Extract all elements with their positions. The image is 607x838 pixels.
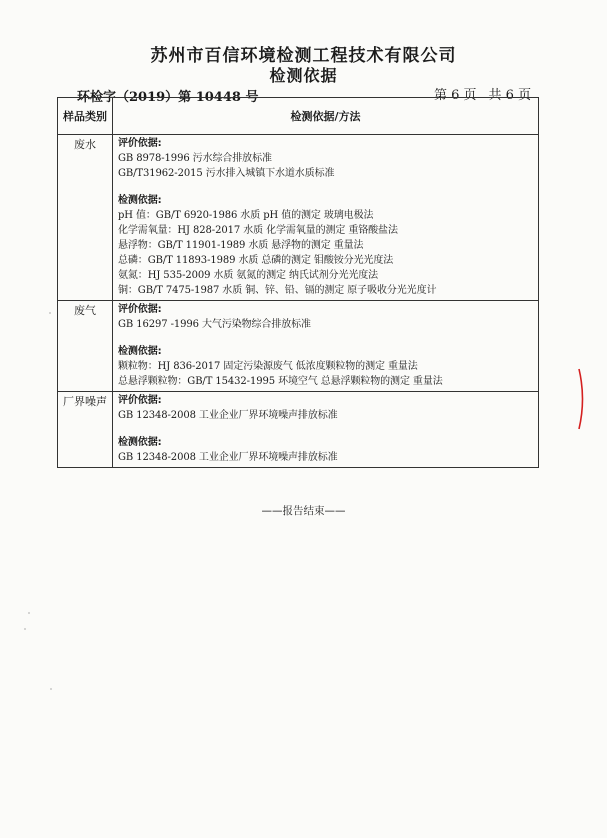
basis-line: 总悬浮颗粒物：GB/T 15432-1995 环境空气 总悬浮颗粒物的测定 重量法 [118,376,443,387]
basis-line: pH 值：GB/T 6920-1986 水质 pH 值的测定 玻璃电极法 [118,210,374,221]
basis-line: 颗粒物：HJ 836-2017 固定污染源废气 低浓度颗粒物的测定 重量法 [118,361,418,372]
line-spacer [118,332,534,344]
total-pages: 共 6 页 [488,88,532,103]
table-row [58,392,539,468]
basis-line: GB 12348-2008 工业企业厂界环境噪声排放标准 [118,452,338,463]
basis-line: 铜：GB/T 7475-1987 水质 铜、锌、铅、镉的测定 原子吸收分光光度计 [118,285,437,296]
scan-speck [24,628,26,630]
basis-line: GB 12348-2008 工业企业厂界环境噪声排放标准 [118,410,338,421]
basis-line: GB 16297 -1996 大气污染物综合排放标准 [118,319,311,330]
red-ink-mark [577,367,587,431]
end-of-report: ——报告结束—— [261,505,346,517]
basis-line: 氨氮：HJ 535-2009 水质 氨氮的测定 纳氏试剂分光光度法 [118,270,379,281]
sample-category-cell: 厂界噪声 [58,392,113,468]
sample-category-cell: 废气 [58,301,113,392]
section-heading: 评价依据: [118,304,162,315]
basis-line: GB 8978-1996 污水综合排放标准 [118,153,272,164]
line-spacer [118,423,534,435]
scan-speck [49,312,51,314]
header-basis-method: 检测依据/方法 [113,98,539,135]
basis-table [57,97,539,468]
table-row [58,135,539,301]
scan-speck [28,612,30,614]
line-spacer [118,181,534,193]
table-row [58,301,539,392]
section-heading: 检测依据: [118,346,162,357]
page-number: 第 6 页 [434,88,477,103]
basis-line: GB/T31962-2015 污水排入城镇下水道水质标准 [118,168,335,179]
document-number: 环检字（2019）第 10448 号 [77,90,259,105]
scan-speck [50,688,52,690]
section-heading: 评价依据: [118,395,162,406]
document-subtitle: 检测依据 [269,66,338,85]
basis-method-cell [113,301,539,392]
table-header-row [58,98,539,135]
basis-method-cell [113,392,539,468]
sample-category-cell: 废水 [58,135,113,301]
section-heading: 检测依据: [118,437,162,448]
basis-line: 总磷：GB/T 11893-1989 水质 总磷的测定 钼酸铵分光光度法 [118,255,394,266]
basis-line: 悬浮物：GB/T 11901-1989 水质 悬浮物的测定 重量法 [118,240,364,251]
section-heading: 检测依据: [118,195,162,206]
section-heading: 评价依据: [118,138,162,149]
basis-method-cell [113,135,539,301]
header-sample-category: 样品类别 [58,98,113,135]
company-name: 苏州市百信环境检测工程技术有限公司 [150,46,457,66]
basis-line: 化学需氧量：HJ 828-2017 水质 化学需氧量的测定 重铬酸盐法 [118,225,398,236]
